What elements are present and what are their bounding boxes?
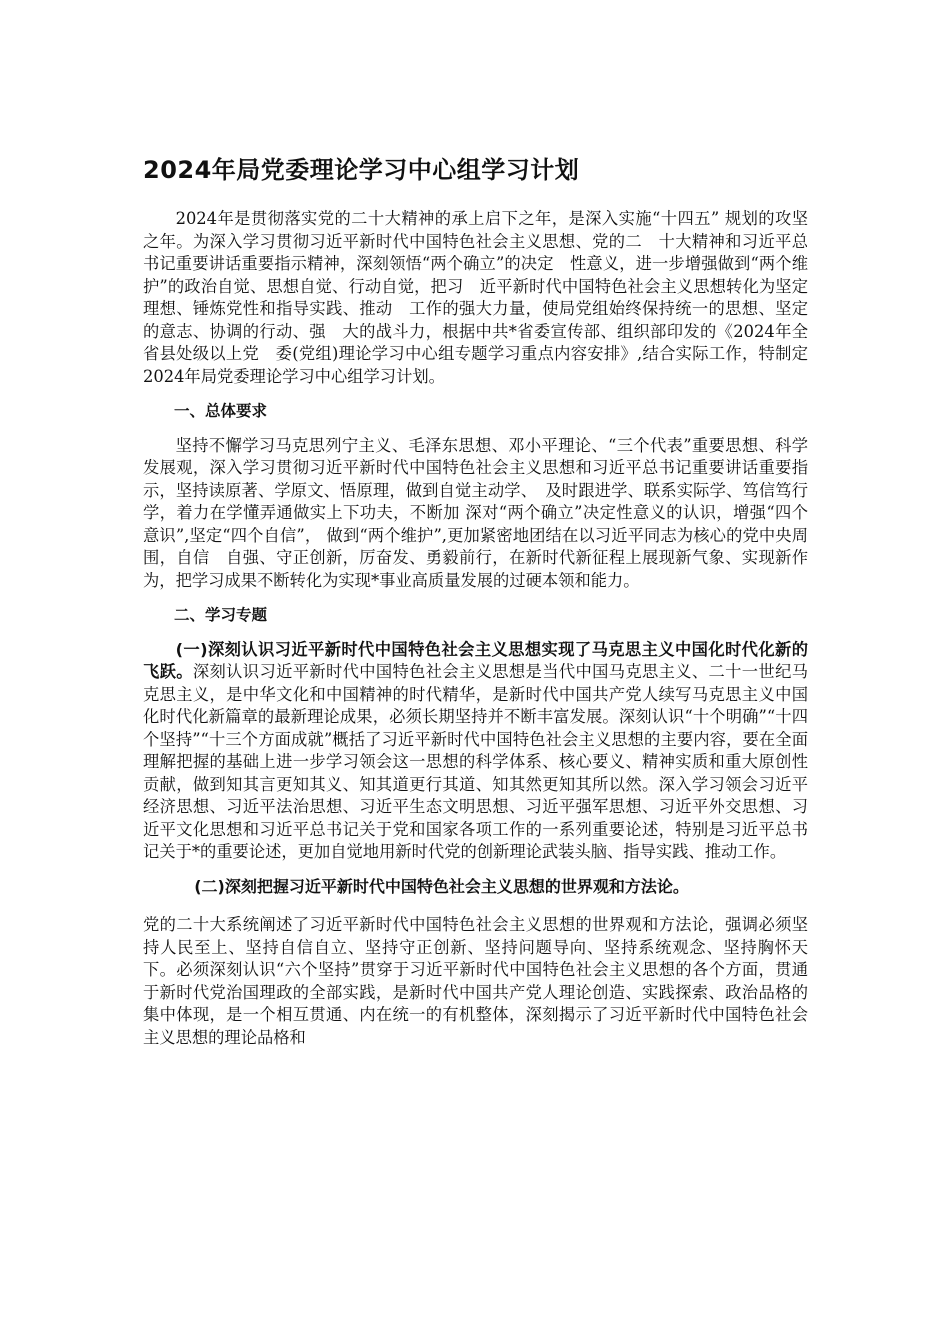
intro-paragraph: 2024年是贯彻落实党的二十大精神的承上启下之年，是深入实施“十四五” 规划的攻坚之年。为深入学习贯彻习近平新时代中国特色社会主义思想、党的二 十大精神和习近平总书记重要讲话重要指示精神，深刻领悟“两个确立”的决定 性意义，进一步增强做到“两个维护”的政治自觉、思想自觉、行动自觉，把习 近平新时代中国特色社会主义思想转化为坚定理想、锤炼党性和指导实践、推动 工作的强大力量，使局党组始终保持统一的思想、坚定的意志、协调的行动、强 大的战斗力，根据中共*省委宣传部、组织部印发的《2024年全省县处级以上党 委(党组)理论学习中心组专题学习重点内容安排》,结合实际工作，特制定 2024年局党委理论学习中心组学习计划。: [143, 209, 825, 386]
general-requirements-paragraph: 坚持不懈学习马克思列宁主义、毛泽东思想、邓小平理论、“三个代表”重要思想、科学发展观，深入学习贯彻习近平新时代中国特色社会主义思想和习近平总书记重要讲话重要指示，坚持读原著、学原文、悟原理，做到自觉主动学、 及时跟进学、联系实际学、笃信笃行学，着力在学懂弄通做实上下功夫，不断加 深对“两个确立”决定性意义的认识，增强“四个意识”,坚定“四个自信”， 做到“两个维护”,更加紧密地团结在以习近平同志为核心的党中央周围，自信 自强、守正创新，厉奋发、勇毅前行，在新时代新征程上展现新气象、实现新作 为，把学习成果不断转化为实现*事业高质量发展的过硬本领和能力。: [143, 435, 825, 590]
document-title: 2024年局党委理论学习中心组学习计划: [143, 156, 580, 184]
topic2-heading: (二)深刻把握习近平新时代中国特色社会主义思想的世界观和方法论。: [194, 876, 689, 896]
topic1-heading: (一)深刻认识习近平新时代中国特色社会主义思想实现了马克思主义中国化时代化新的飞跃。: [143, 639, 808, 681]
topic2-paragraph: 党的二十大系统阐述了习近平新时代中国特色社会主义思想的世界观和方法论，强调必须坚持人民至上、坚持自信自立、坚持守正创新、坚持问题导向、坚持系统观念、坚持胸怀天下。必须深刻认识“六个坚持”贯穿于习近平新时代中国特色社会主义思想的各个方面，贯通于新时代党治国理政的全部实践，是新时代中国共产党人理论创造、实践探索、政治品格的集中体现，是一个相互贯通、内在统一的有机整体，深刻揭示了习近平新时代中国特色社会主义思想的理论品格和: [143, 915, 808, 1047]
document-page: [143, 150, 825, 1061]
topic1-body: 深刻认识习近平新时代中国特色社会主义思想是当代中国马克思主义、二十一世纪马克思主义，是中华文化和中国精神的时代精华，是新时代中国共产党人续写马克思主义中国化时代化新篇章的最新理论成果，必须长期坚持并不断丰富发展。深刻认识“十个明确”“十四个坚持”“十三个方面成就”概括了习近平新时代中国特色社会主义思想的主要内容，要在全面理解把握的基础上进一步学习领会这一思想的科学体系、核心要义、精神实质和重大原创性贡献，做到知其言更知其义、知其道更行其道、知其然更知其所以然。深入学习领会习近平经济思想、习近平法治思想、习近平生态文明思想、习近平强军思想、习近平外交思想、习近平文化思想和习近平总书记关于党和国家各项工作的一系列重要论述，特别是习近平总书记关于*的重要论述，更加自觉地用新时代党的创新理论武装头脑、指导实践、推动工作。: [143, 662, 808, 861]
section-heading-general-requirements: 一、总体要求: [174, 402, 268, 420]
topic1-paragraph: [143, 639, 808, 864]
section-heading-study-topics: 二、学习专题: [174, 606, 268, 624]
